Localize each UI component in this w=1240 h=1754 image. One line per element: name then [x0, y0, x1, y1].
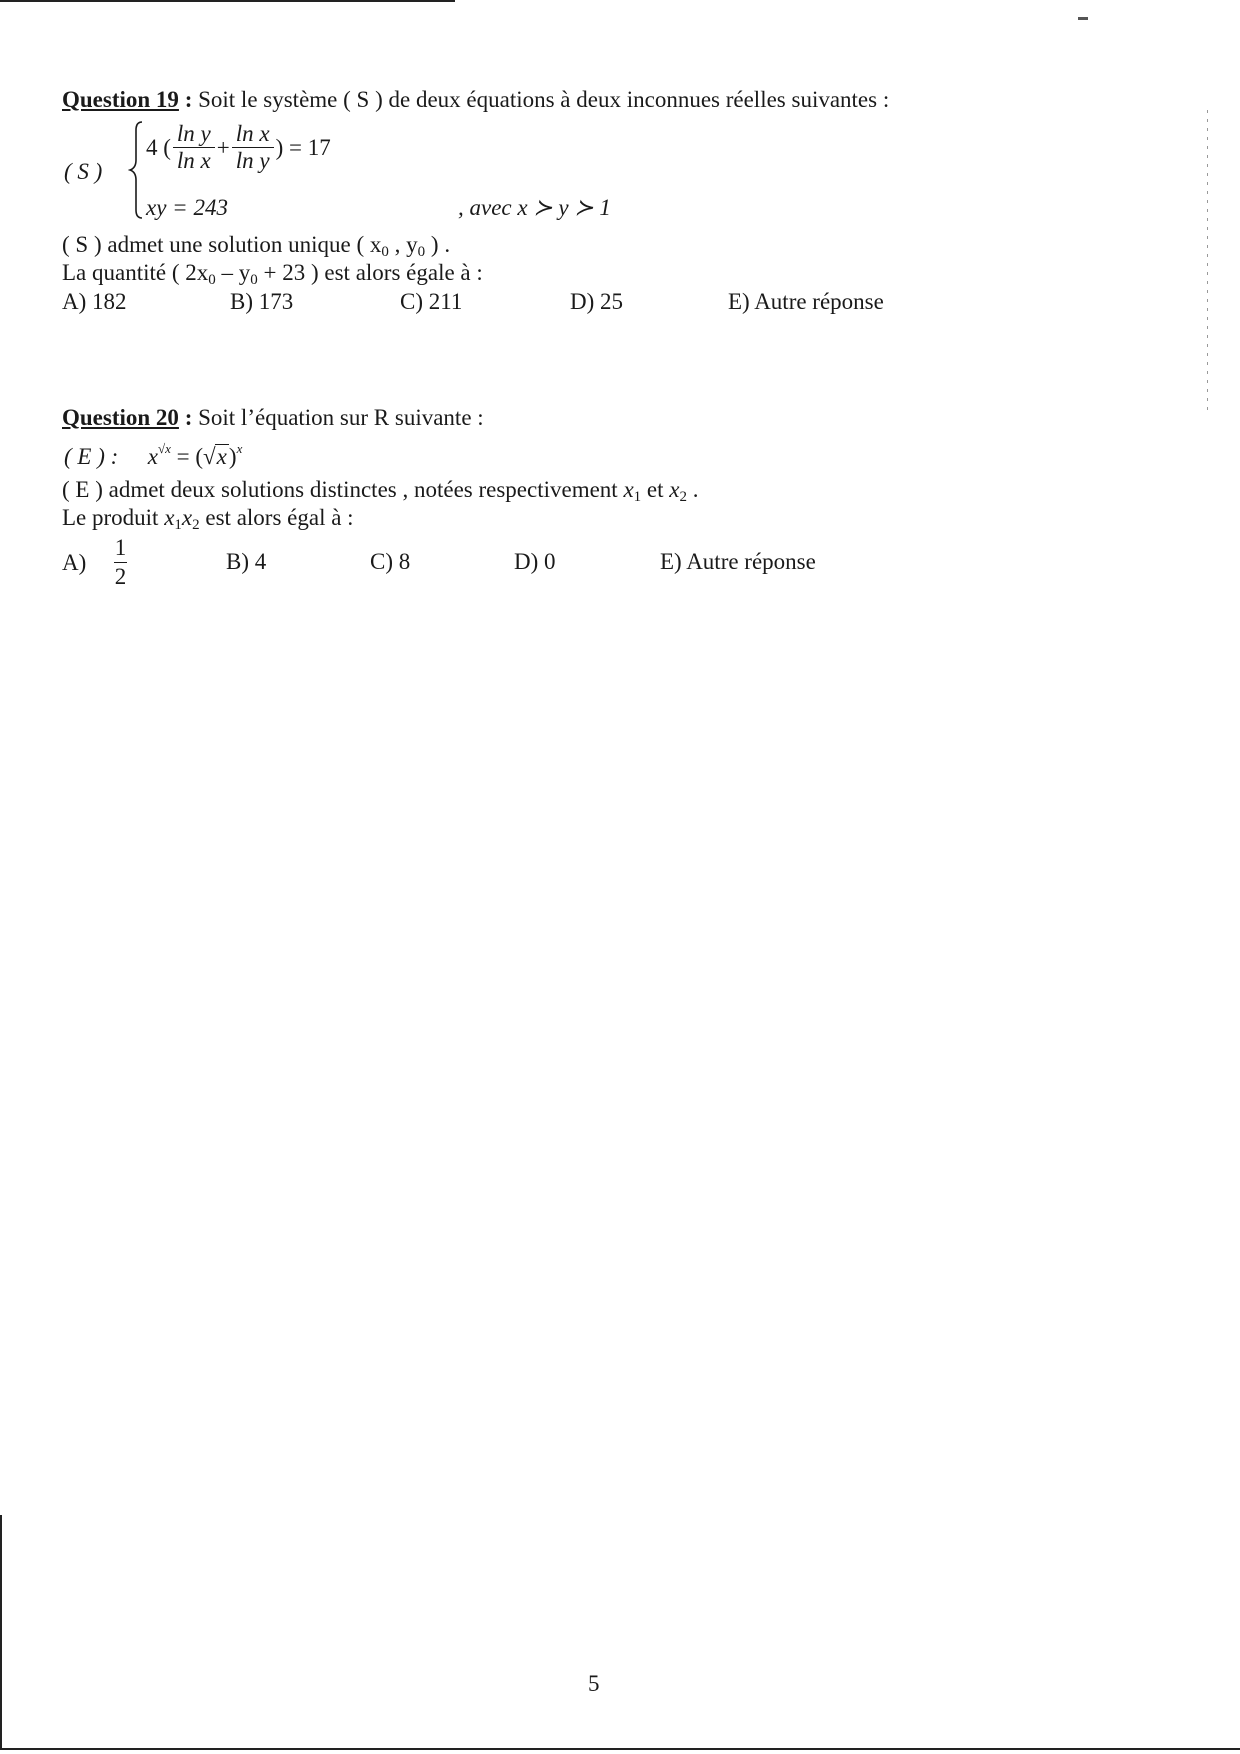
q20-answer-a-num: 1: [114, 536, 128, 563]
q20-statement: [62, 478, 699, 505]
q19-answer-b: B) 173: [230, 289, 294, 314]
q19-question: [62, 261, 483, 288]
q20-answer-a-fraction: [114, 536, 128, 589]
q20-prod-x1-sub: 1: [174, 517, 182, 533]
scan-bottom-border: [0, 1748, 1240, 1750]
q20-answer-d: D) 0: [514, 549, 556, 574]
q20-question: [62, 506, 354, 533]
q20-question-prefix: Le produit: [62, 505, 165, 530]
q19-equation-1: [146, 122, 331, 173]
q20-heading: [62, 406, 484, 429]
q20-statement-suffix: .: [687, 477, 699, 502]
q19-frac1-num: ln y: [173, 122, 215, 148]
q20-eq-rhs-exp: x: [236, 441, 243, 456]
q19-eq1-prefix: 4 (: [146, 135, 171, 161]
scan-right-dots: [1207, 110, 1208, 410]
q19-intro: Soit le système ( S ) de deux équations à deux inconnues réelles suivantes :: [198, 87, 890, 112]
q20-eq-rhs-sqrt: x: [216, 444, 227, 469]
q19-statement-suffix: ) .: [425, 232, 451, 257]
q20-x2: x: [669, 477, 680, 502]
q20-answer-a-den: 2: [114, 564, 127, 590]
q20-answer-a-label: A): [62, 550, 87, 576]
q20-x1-sub: 1: [633, 489, 642, 505]
q19-statement-prefix: ( S ) admet une solution unique ( x: [62, 232, 382, 257]
q19-frac1-den: ln x: [176, 148, 211, 174]
q20-equation: ( E ) : $x^{√x} = (√x)^x$: [64, 441, 243, 469]
q19-answer-d: D) 25: [570, 289, 624, 314]
q20-eq-rhs-close: ): [228, 444, 237, 469]
q20-answer-a: [62, 536, 129, 589]
q19-frac2-den: ln y: [235, 148, 270, 174]
q19-question-suffix: + 23 ) est alors égale à :: [257, 260, 483, 285]
q20-label: Question 20: [62, 405, 179, 430]
q20-answer-c: C) 8: [370, 549, 411, 574]
q19-question-mid: – y: [215, 260, 251, 285]
q19-condition: , avec x ≻ y ≻ 1: [458, 195, 611, 220]
q19-statement-sub0: 0: [381, 244, 389, 260]
q19-statement: [62, 233, 450, 260]
q19-system-name: ( S ): [64, 159, 103, 184]
q19-statement-mid: , y: [388, 232, 418, 257]
q19-fraction-2: [232, 122, 274, 173]
q20-eq-exp: √x: [158, 441, 171, 456]
q19-plus: +: [216, 135, 230, 161]
q20-prod-x2-sub: 2: [192, 517, 200, 533]
q19-frac2-num: ln x: [232, 122, 274, 148]
q20-statement-prefix: ( E ) admet deux solutions distinctes , notées respectivement: [62, 477, 624, 502]
q19-heading: [62, 88, 889, 111]
q19-question-prefix: La quantité ( 2x: [62, 260, 209, 285]
q20-question-suffix: est alors égal à :: [199, 505, 354, 530]
q19-answer-c: C) 211: [400, 289, 463, 314]
q20-x1: x: [623, 477, 634, 502]
q19-equation-2: xy = 243: [146, 195, 228, 220]
q19-question-sub0: 0: [208, 272, 216, 288]
scan-top-border: [0, 0, 455, 2]
q19-answer-e: E) Autre réponse: [728, 289, 884, 314]
q19-colon: :: [178, 87, 193, 112]
q20-x2-sub: 2: [679, 489, 687, 505]
q19-statement-sub1: 0: [417, 244, 426, 260]
q19-eq1-suffix: ) = 17: [275, 135, 331, 161]
q20-intro: Soit l’équation sur R suivante :: [198, 405, 484, 430]
q19-question-sub1: 0: [250, 272, 258, 288]
page-number: 5: [588, 1671, 600, 1696]
q20-and: et: [641, 477, 670, 502]
q19-answer-a: A) 182: [62, 289, 127, 314]
q20-answer-e: E) Autre réponse: [660, 549, 816, 574]
q20-colon: :: [178, 405, 193, 430]
q20-eq-name: ( E ) :: [64, 444, 119, 469]
q20-answer-b: B) 4: [226, 549, 267, 574]
q19-label: Question 19: [62, 87, 179, 112]
scan-mark: [1078, 17, 1088, 20]
q19-fraction-1: [173, 122, 215, 173]
q20-prod-x2: x: [181, 505, 193, 530]
q20-eq-base: x: [147, 444, 158, 469]
q20-prod-x1: x: [164, 505, 175, 530]
q20-eq-rhs-open: = (: [176, 444, 204, 469]
scan-left-border: [0, 1515, 2, 1750]
